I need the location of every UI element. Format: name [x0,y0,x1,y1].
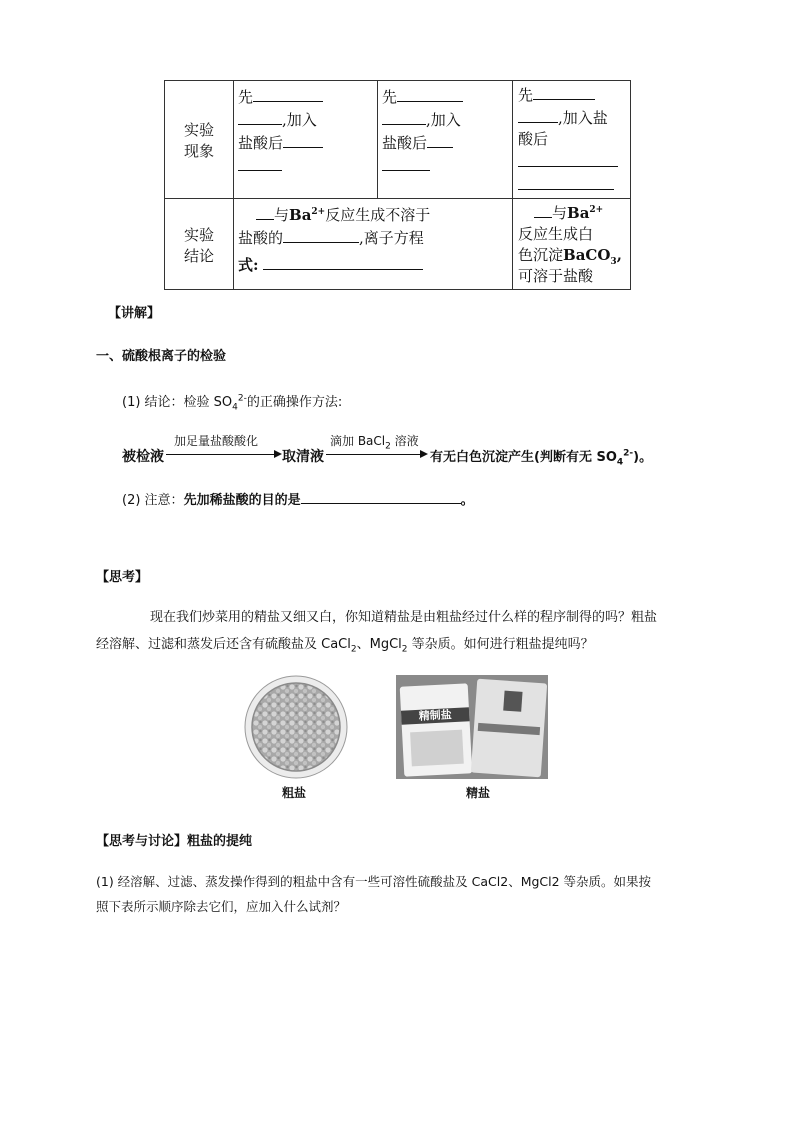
row-head-text: 实验 [183,225,214,244]
think-para-line1: 现在我们炒菜用的精盐又细又白，你知道精盐是由粗盐经过什么样的程序制得的吗？粗盐 [150,610,658,625]
answer-blank[interactable] [518,173,614,190]
arrow-line [166,454,276,455]
discuss-heading [96,830,252,849]
cell-text: , [616,246,622,264]
cell-text: 与 [552,204,568,222]
conclusion-line [122,391,343,413]
para-text: 经溶解、过滤和蒸发后还含有硫酸盐及 CaCl [96,637,351,652]
cell-text: 反应生成不溶于 [325,206,431,224]
flow-step1-label: 加足量盐酸酸化 [174,434,259,448]
formula-subscript: 2 [401,644,408,655]
cell-text: ,加入盐 [558,109,608,127]
ion-formula: Ba [289,206,312,224]
row-head-text: 实验 [183,121,214,139]
answer-blank[interactable] [253,85,323,102]
ion-charge: 2- [623,448,634,459]
answer-blank[interactable] [397,85,463,102]
answer-blank[interactable] [427,131,453,148]
answer-blank[interactable] [283,226,359,243]
ion-charge: 2- [237,393,247,404]
discuss-heading-text: 【思考与讨论】 [96,834,188,849]
note-question: 先加稀盐酸的目的是 [183,493,301,508]
cell-conclusion-right [513,199,631,290]
note-end: 。 [460,493,474,508]
table-row-phenomena [165,81,631,199]
flow-end [430,446,653,468]
flow-label-text: 溶液 [390,434,419,448]
note-line [122,489,474,508]
flow-start: 被检液 [122,449,164,465]
para-text: 、MgCl [356,637,402,652]
think-heading: 【思考】 [96,570,149,585]
package-band [478,723,540,735]
answer-blank[interactable] [533,83,595,100]
flow-end-text: 有无白色沉淀产生(判断有无 SO [430,450,617,465]
answer-blank[interactable] [382,108,426,125]
salt-package-right [471,679,547,778]
arrow-right-icon [274,450,282,458]
answer-blank[interactable] [238,108,282,125]
cell-text: 可溶于盐酸 [518,267,594,285]
experiment-table [164,80,631,290]
package-logo [503,691,522,712]
cell-text: 式: [238,256,259,274]
para-text: 等杂质。如何进行粗盐提纯吗？ [407,637,594,652]
cell-text: 盐酸后 [382,134,428,152]
discuss-para-line1: (1) 经溶解、过滤、蒸发操作得到的粗盐中含有一些可溶性硫酸盐及 CaCl2、MgCl2 等杂质。如果按 [96,874,652,889]
flow-label-text: 滴加 BaCl [330,434,386,448]
cell-text: 盐酸的 [238,229,284,247]
cell-text: ,加入 [426,111,461,129]
answer-blank[interactable] [518,106,558,123]
explain-heading: 【讲解】 [108,306,161,321]
row-head-text: 现象 [183,142,214,160]
answer-blank[interactable] [301,489,461,504]
cell-phenomena-3 [513,81,631,199]
arrow-line [326,454,422,455]
discuss-title: 粗盐的提纯 [187,834,253,849]
answer-blank[interactable] [256,203,274,220]
ion-charge: 2+ [311,207,326,217]
table-row-conclusion [165,199,631,290]
package-label: 精制盐 [401,707,470,725]
cell-text: 色沉淀 [518,246,564,264]
cell-text: 酸后 [518,130,549,148]
conclusion-text: (1) 结论：检验 SO [122,395,233,410]
cell-text: 反应生成白 [518,225,594,243]
formula-subscript: 2 [385,441,391,452]
fine-salt-caption: 精盐 [466,786,491,800]
answer-blank[interactable] [283,131,323,148]
row-head-conclusion [165,199,234,290]
ion-charge: 2+ [589,205,604,215]
coarse-salt-caption: 粗盐 [282,786,307,800]
coarse-salt-image [244,675,348,779]
cell-text: 先 [238,88,254,106]
answer-blank[interactable] [382,154,430,171]
cell-text: 盐酸后 [238,134,284,152]
note-prefix: (2) 注意： [122,493,184,508]
cell-text: 先 [382,88,398,106]
package-panel [410,730,464,767]
ion-formula: Ba [567,204,590,222]
flow-mid: 取清液 [282,449,324,465]
answer-blank[interactable] [518,150,618,167]
cell-phenomena-2 [378,81,513,199]
cell-text: 先 [518,86,534,104]
think-para-line2 [96,633,594,655]
cell-text: 与 [274,206,290,224]
answer-blank[interactable] [263,253,423,270]
flow-step2-label [330,432,419,452]
conclusion-text: 的正确操作方法: [246,395,343,410]
flow-end-text: )。 [633,450,653,465]
formula-subscript: 4 [616,457,624,468]
discuss-para-line2: 照下表所示顺序除去它们，应加入什么试剂？ [96,899,347,914]
cell-phenomena-1 [234,81,378,199]
row-head-phenomena [165,81,234,199]
answer-blank[interactable] [534,201,552,218]
section-title: 一、硫酸根离子的检验 [96,349,227,364]
formula-subscript: 2 [350,644,357,655]
cell-conclusion-left [234,199,513,290]
fine-salt-image [396,675,548,779]
cell-text: ,离子方程 [359,229,424,247]
arrow-right-icon [420,450,428,458]
formula-subscript: 4 [232,402,238,413]
cell-text: ,加入 [282,111,317,129]
formula-subscript: 3 [610,257,617,267]
row-head-text: 结论 [183,246,214,265]
answer-blank[interactable] [238,154,282,171]
salt-package-left [400,683,473,776]
chemical-formula: BaCO [563,246,611,264]
